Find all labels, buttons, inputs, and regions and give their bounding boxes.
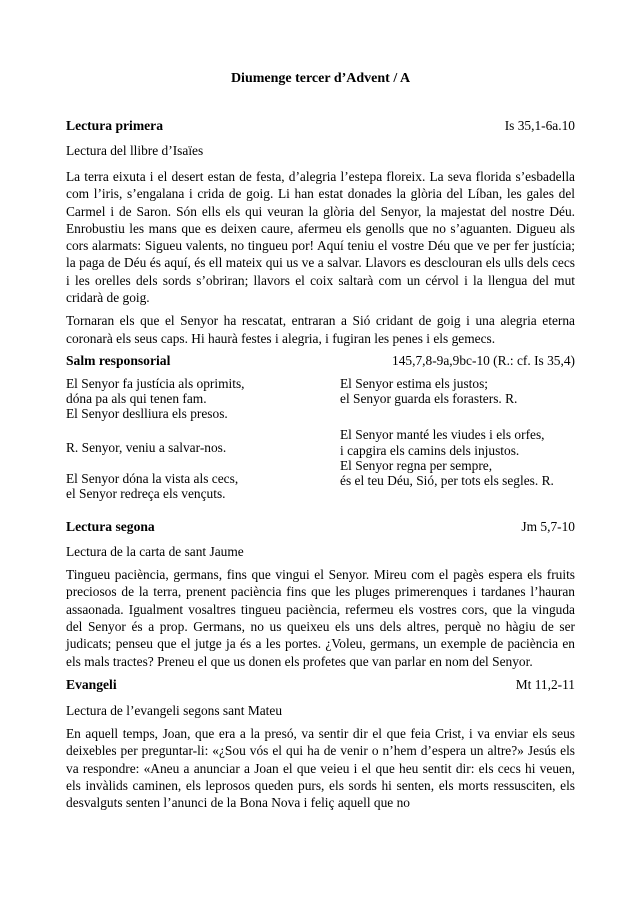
psalm-stanza-2 bbox=[66, 471, 340, 501]
psalm-left-column bbox=[66, 376, 340, 501]
gospel-reference: Mt 11,2-11 bbox=[515, 676, 575, 692]
psalm-stanza-4 bbox=[340, 427, 575, 488]
gospel-source: Lectura de l’evangeli segons sant Mateu bbox=[66, 702, 283, 718]
gospel-heading: Evangeli bbox=[66, 676, 117, 692]
psalm-reference: 145,7,8-9a,9bc-10 (R.: cf. Is 35,4) bbox=[392, 352, 575, 368]
psalm-line: el Senyor guarda els forasters. R. bbox=[340, 391, 518, 407]
psalm-header bbox=[66, 352, 575, 369]
psalm-text bbox=[66, 376, 575, 501]
first-reading-header bbox=[66, 117, 575, 134]
psalm-stanza-3 bbox=[340, 376, 575, 406]
psalm-line: El Senyor regna per sempre, bbox=[340, 457, 493, 473]
page-title: Diumenge tercer d’Advent / A bbox=[230, 71, 411, 86]
first-reading-source: Lectura del llibre d’Isaïes bbox=[66, 143, 204, 158]
psalm-line: dóna pa als qui tenen fam. bbox=[66, 391, 207, 407]
psalm-line: El Senyor manté les viudes i els orfes, bbox=[340, 427, 545, 443]
gospel-paragraph-1: En aquell temps, Joan, que era a la presó, va sentir dir el que feia Crist, i va enviar els seus deixebles per preguntar-li: «¿Sou vós el qui ha de venir o n’hem d’espera un altre?» Jesús els va respondre: «Aneu a anunciar a Joan el que veieu i el que heu sentit dir: els cecs hi veuen, els invàlids caminen, els leprosos queden purs, els sords hi senten, els morts ressusciten, els desvalguts senten l’anunci de la Bona Nova i feliç aquell que no bbox=[66, 725, 575, 811]
psalm-stanza-1 bbox=[66, 376, 340, 422]
psalm-line: i capgira els camins dels injustos. bbox=[340, 442, 520, 458]
second-reading-source: Lectura de la carta de sant Jaume bbox=[66, 544, 244, 560]
psalm-line: El Senyor fa justícia als oprimits, bbox=[66, 375, 245, 391]
first-reading-reference: Is 35,1-6a.10 bbox=[504, 118, 575, 133]
second-reading-paragraph-1: Tingueu paciència, germans, fins que vingui el Senyor. Mireu com el pagès espera els fruits preciosos de la terra, prenent paciència fins que les pluges primerenques i tardanes l’hauran assaonada. Igualment vosaltres tingueu paciència, refermeu els vostres cors, que la vinguda del Senyor és a prop. Germans, no us queixeu els uns dels altres, perquè no hàgiu de ser judicats; penseu que el jutge ja és a les portes. ¿Voleu, germans, un exemple de paciència en els mals tractes? Preneu el que us donen els profetes que van parlar en nom del Senyor. bbox=[66, 567, 575, 669]
psalm-line: és el teu Déu, Sió, per tots els segles. R. bbox=[340, 472, 554, 488]
psalm-right-column bbox=[340, 376, 575, 501]
first-reading-heading: Lectura primera bbox=[66, 118, 164, 133]
first-reading-paragraph-1: La terra eixuta i el desert estan de festa, d’alegria l’estepa floreix. La seva florida s’esbadella com l’iris, s’engalana i crida de goig. Li han estat donades la glòria del Líban, les gales del Carmel i de Saron. Són ells els qui veuran la glòria del Senyor, la majestat del nostre Déu. Enrobustiu les mans que es deixen caure, afermeu els genolls que no s’aguanten. Digueu als cors alarmats: Sigueu valents, no tingueu por! Aquí teniu el vostre Déu que ve per fer justícia; la paga de Déu és aquí, és ell mateix qui us ve a salvar. Llavors es desclouran els ulls dels cecs i les orelles dels sords s’obriran; llavors el coix saltarà com un cérvol i la llengua del mut cridarà de goig. bbox=[66, 169, 575, 306]
psalm-line: El Senyor deslliura els presos. bbox=[66, 406, 228, 422]
psalm-response bbox=[66, 440, 340, 455]
first-reading-paragraph-2: Tornaran els que el Senyor ha rescatat, entraran a Sió cridant de goig i una alegria eterna coronarà els seus caps. Hi haurà festes i alegria, i fugiran les penes i els gemecs. bbox=[66, 313, 575, 346]
second-reading-heading: Lectura segona bbox=[66, 519, 155, 535]
gospel-header bbox=[66, 676, 575, 693]
second-reading-reference: Jm 5,7-10 bbox=[521, 519, 575, 535]
psalm-line: R. Senyor, veniu a salvar-nos. bbox=[66, 439, 227, 455]
psalm-line: El Senyor dóna la vista als cecs, bbox=[66, 470, 239, 486]
psalm-line: El Senyor estima els justos; bbox=[340, 375, 489, 391]
psalm-heading: Salm responsorial bbox=[66, 352, 171, 368]
second-reading-header bbox=[66, 518, 575, 535]
psalm-line: el Senyor redreça els vençuts. bbox=[66, 485, 226, 501]
